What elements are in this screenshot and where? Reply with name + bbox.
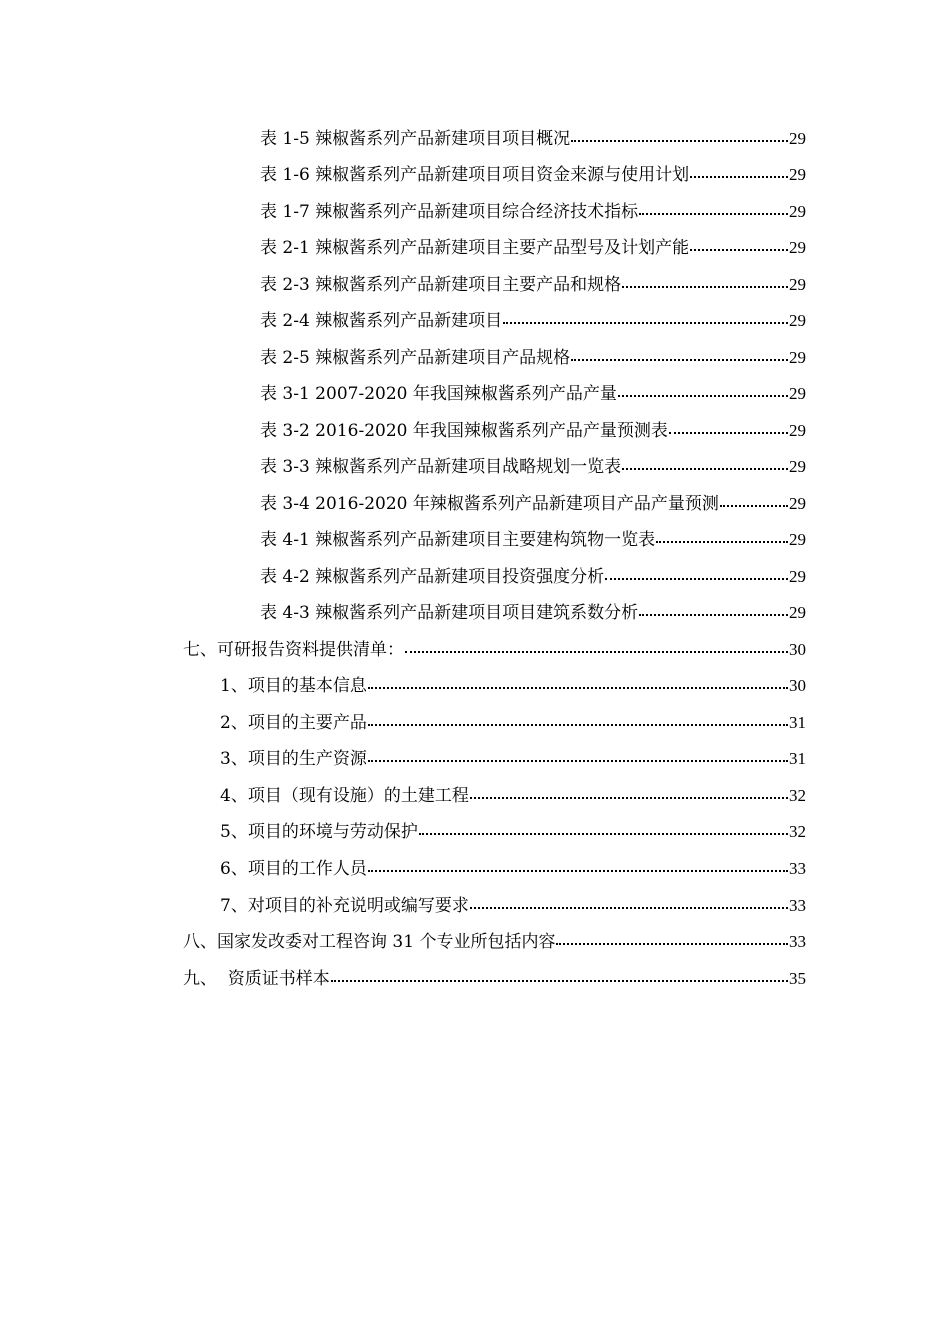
dot-leader (571, 124, 788, 144)
dot-leader (669, 416, 788, 436)
toc-entry-label: 表 3-2 2016-2020 年我国辣椒酱系列产品产量预测表 (260, 421, 668, 441)
toc-entry-table-2-5[interactable] (260, 343, 806, 371)
toc-entry-section-9[interactable] (183, 964, 806, 992)
toc-entry-page: 31 (789, 713, 806, 732)
toc-entry-label: 5、项目的环境与劳动保护 (220, 822, 418, 842)
toc-entry-label: 表 2-4 辣椒酱系列产品新建项目 (260, 311, 503, 331)
toc-entry-page: 29 (789, 421, 806, 440)
toc-entry-page: 30 (789, 640, 806, 659)
dot-leader (503, 306, 788, 326)
toc-entry-label: 九、 资质证书样本 (183, 969, 330, 989)
toc-entry-page: 29 (789, 384, 806, 403)
toc-entry-table-1-6[interactable] (260, 160, 806, 188)
toc-entry-section-8[interactable] (183, 927, 806, 955)
dot-leader (470, 891, 788, 911)
toc-entry-table-3-2[interactable] (260, 416, 806, 444)
toc-entry-label: 表 1-7 辣椒酱系列产品新建项目综合经济技术指标 (260, 202, 639, 222)
toc-entry-label: 4、项目（现有设施）的土建工程 (220, 786, 469, 806)
dot-leader (405, 635, 788, 655)
toc-entry-label: 八、国家发改委对工程咨询 31 个专业所包括内容 (183, 932, 556, 952)
toc-entry-page: 29 (789, 202, 806, 221)
toc-entry-table-3-4[interactable] (260, 489, 806, 517)
toc-entry-label: 表 1-6 辣椒酱系列产品新建项目项目资金来源与使用计划 (260, 165, 690, 185)
toc-entry-item-6[interactable] (220, 854, 806, 882)
toc-entry-page: 29 (789, 457, 806, 476)
toc-entry-page: 29 (789, 165, 806, 184)
toc-entry-page: 33 (789, 932, 806, 951)
toc-entry-item-1[interactable] (220, 671, 806, 699)
toc-entry-label: 7、对项目的补充说明或编写要求 (220, 896, 469, 916)
toc-entry-table-1-5[interactable] (260, 124, 806, 152)
dot-leader (605, 562, 788, 582)
toc-entry-page: 32 (789, 822, 806, 841)
toc-entry-page: 33 (789, 896, 806, 915)
toc-entry-page: 30 (789, 676, 806, 695)
dot-leader (690, 160, 788, 180)
dot-leader (470, 781, 788, 801)
dot-leader (419, 817, 788, 837)
toc-entry-page: 33 (789, 859, 806, 878)
toc-entry-section-7[interactable] (183, 635, 806, 663)
toc-entry-page: 29 (789, 275, 806, 294)
toc-entry-label: 表 3-3 辣椒酱系列产品新建项目战略规划一览表 (260, 457, 622, 477)
toc-entry-label: 表 2-5 辣椒酱系列产品新建项目产品规格 (260, 348, 571, 368)
toc-entry-table-3-3[interactable] (260, 452, 806, 480)
toc-entry-item-5[interactable] (220, 817, 806, 845)
toc-entry-item-3[interactable] (220, 744, 806, 772)
dot-leader (656, 525, 788, 545)
toc-entry-page: 29 (789, 494, 806, 513)
toc-entry-label: 3、项目的生产资源 (220, 749, 367, 769)
toc-entry-label: 表 4-2 辣椒酱系列产品新建项目投资强度分析 (260, 567, 605, 587)
toc-entry-page: 29 (789, 129, 806, 148)
dot-leader (690, 233, 788, 253)
toc-entry-label: 七、可研报告资料提供清单： (183, 640, 404, 660)
dot-leader (368, 854, 788, 874)
toc-entry-page: 29 (789, 238, 806, 257)
dot-leader (556, 927, 788, 947)
toc-entry-page: 29 (789, 603, 806, 622)
dot-leader (618, 379, 788, 399)
toc-entry-label: 表 4-1 辣椒酱系列产品新建项目主要建构筑物一览表 (260, 530, 656, 550)
toc-entry-label: 表 3-4 2016-2020 年辣椒酱系列产品新建项目产品产量预测 (260, 494, 719, 514)
toc-entry-item-4[interactable] (220, 781, 806, 809)
toc-entry-page: 32 (789, 786, 806, 805)
dot-leader (331, 964, 788, 984)
toc-entry-page: 29 (789, 348, 806, 367)
toc-entry-item-7[interactable] (220, 891, 806, 919)
toc-entry-page: 29 (789, 567, 806, 586)
toc-entry-label: 表 4-3 辣椒酱系列产品新建项目项目建筑系数分析 (260, 603, 639, 623)
toc-entry-page: 35 (789, 969, 806, 988)
dot-leader (368, 744, 788, 764)
toc-entry-page: 31 (789, 749, 806, 768)
toc-entry-table-2-1[interactable] (260, 233, 806, 261)
dot-leader (368, 671, 788, 691)
toc-entry-table-1-7[interactable] (260, 197, 806, 225)
toc-entry-table-4-2[interactable] (260, 562, 806, 590)
toc-entry-label: 1、项目的基本信息 (220, 676, 367, 696)
toc-entry-item-2[interactable] (220, 708, 806, 736)
toc-entry-label: 2、项目的主要产品 (220, 713, 367, 733)
toc-entry-table-3-1[interactable] (260, 379, 806, 407)
toc-entry-table-4-1[interactable] (260, 525, 806, 553)
toc-entry-label: 表 3-1 2007-2020 年我国辣椒酱系列产品产量 (260, 384, 617, 404)
dot-leader (571, 343, 788, 363)
toc-entry-page: 29 (789, 530, 806, 549)
toc-entry-table-2-3[interactable] (260, 270, 806, 298)
toc-entry-label: 表 2-1 辣椒酱系列产品新建项目主要产品型号及计划产能 (260, 238, 690, 258)
toc-entry-page: 29 (789, 311, 806, 330)
toc-entry-label: 6、项目的工作人员 (220, 859, 367, 879)
dot-leader (720, 489, 788, 509)
toc-entry-table-4-3[interactable] (260, 598, 806, 626)
toc-entry-label: 表 1-5 辣椒酱系列产品新建项目项目概况 (260, 129, 571, 149)
dot-leader (639, 598, 788, 618)
dot-leader (639, 197, 788, 217)
toc-entry-table-2-4[interactable] (260, 306, 806, 334)
dot-leader (622, 452, 788, 472)
dot-leader (622, 270, 788, 290)
dot-leader (368, 708, 788, 728)
toc-entry-label: 表 2-3 辣椒酱系列产品新建项目主要产品和规格 (260, 275, 622, 295)
